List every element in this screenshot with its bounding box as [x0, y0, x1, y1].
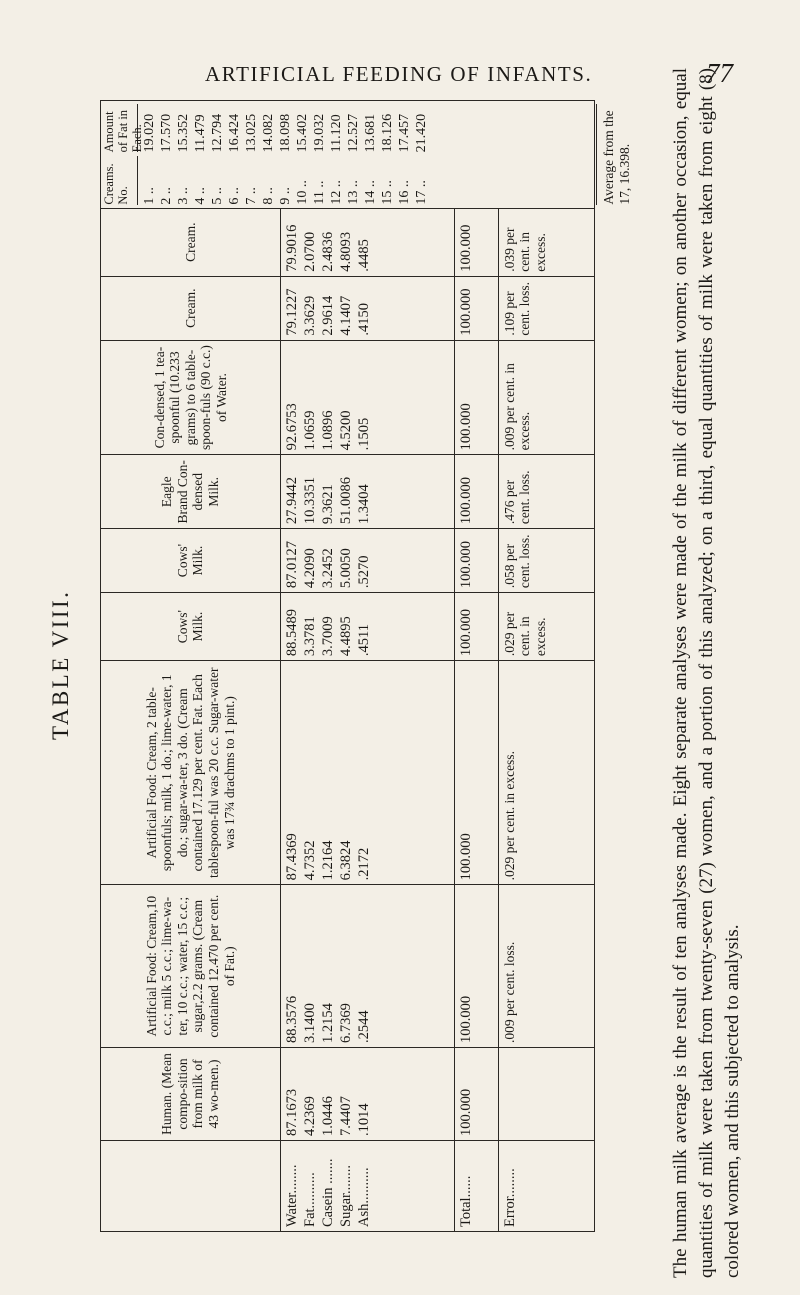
value: 4.5200	[337, 410, 354, 451]
column-header: Human. (Mean compo-sition from milk of 43 wo-men.)	[101, 1048, 281, 1141]
composition-table	[100, 100, 633, 1232]
value: 3.1400	[301, 1003, 318, 1043]
value: 1.2164	[319, 840, 336, 881]
total-cell: 100.000	[455, 529, 498, 593]
side-no: 9 ..	[278, 187, 293, 205]
footnote: The human milk average is the result of ten analyses made. Eight separate analyses were made of the milk of different women; on another occasion, equal quantities of milk were taken from twenty-seven (27) women, and a portion of this analyzed; on a third, equal quantities of milk were taken from eight (8) colored women, and this subjected to analysis.	[670, 68, 743, 1278]
value: 92.6753	[283, 403, 300, 451]
error-cell: .476 per cent. loss.	[498, 455, 594, 529]
value: 51.0086	[337, 476, 354, 525]
values-row	[280, 101, 454, 1232]
value: 4.7352	[301, 840, 318, 881]
side-fat: 18.126	[380, 113, 395, 153]
value: .1505	[355, 417, 372, 451]
column-header: Artificial Food: Cream,10 c.c.; milk 5 c.c.; lime-wa-ter, 10 c.c.; water, 15 c.c.; sugar,2.2 grams. (Cream contained 12.470 per cent. of Fat.)	[101, 885, 281, 1048]
value: .1014	[355, 1103, 372, 1136]
value-cell	[280, 593, 454, 661]
side-no: 8 ..	[261, 187, 276, 205]
value: 6.7369	[337, 1003, 354, 1043]
value: 4.2369	[301, 1096, 318, 1136]
value-cell	[280, 208, 454, 276]
value: .2544	[355, 1010, 372, 1043]
value: 10.3351	[301, 476, 318, 525]
column-header: Cows' Milk.	[101, 529, 281, 593]
side-no: 6 ..	[227, 187, 242, 205]
value: 5.0050	[337, 548, 354, 589]
value-cell	[280, 455, 454, 529]
error-row	[498, 101, 594, 1232]
value: 79.9016	[283, 224, 300, 272]
side-head-creams: Creams. No.	[103, 156, 138, 204]
total-label: Total......	[455, 1141, 498, 1232]
value-cell	[280, 276, 454, 340]
header-row	[101, 101, 281, 1232]
value: 3.7009	[319, 616, 336, 657]
value: 6.3824	[337, 840, 354, 881]
side-no: 7 ..	[244, 187, 259, 205]
side-no: 11 ..	[312, 180, 327, 205]
value: .4150	[355, 303, 372, 336]
value-cell	[280, 1048, 454, 1141]
value: 87.1673	[283, 1088, 300, 1136]
value: 3.3629	[301, 295, 318, 336]
value: 9.3621	[319, 484, 336, 525]
total-cell: 100.000	[455, 208, 498, 276]
row-label: Fat..........	[301, 1172, 318, 1227]
running-title: ARTIFICIAL FEEDING OF INFANTS.	[205, 62, 593, 86]
row-label: Casein .......	[319, 1158, 336, 1227]
value: 27.9442	[283, 476, 300, 525]
value: 3.2452	[319, 548, 336, 589]
side-no: 16 ..	[397, 180, 412, 205]
side-fat: 11.479	[193, 114, 208, 153]
error-cell: .009 per cent. loss.	[498, 885, 594, 1048]
error-cell: .058 per cent. loss.	[498, 529, 594, 593]
side-fat: 15.352	[176, 113, 191, 153]
row-label: Ash..........	[355, 1167, 372, 1227]
side-fat: 19.020	[142, 113, 157, 153]
column-header: Cream.	[101, 276, 281, 340]
value: 88.5489	[283, 609, 300, 657]
rotated-table	[100, 100, 633, 1232]
side-fat: 15.402	[295, 113, 310, 153]
corner-cell	[101, 1141, 281, 1232]
value: 1.0896	[319, 410, 336, 451]
side-no: 14 ..	[363, 180, 378, 205]
value: 4.2090	[301, 548, 318, 589]
value: 4.4895	[337, 616, 354, 657]
error-cell: .109 per cent. loss.	[498, 276, 594, 340]
side-no: 3 ..	[176, 187, 191, 205]
value-cell	[280, 661, 454, 885]
side-fat: 17.570	[159, 113, 174, 153]
value: 3.3781	[301, 616, 318, 657]
side-fat: 16.424	[227, 113, 242, 153]
side-no: 17 ..	[414, 180, 429, 205]
value: .2172	[355, 847, 372, 881]
value: 87.0127	[283, 540, 300, 589]
error-cell	[498, 1048, 594, 1141]
value: 4.1407	[337, 295, 354, 336]
value: 1.3404	[355, 484, 372, 525]
fat-side-table	[101, 101, 633, 209]
table-label: TABLE VIII.	[48, 589, 73, 740]
value-cell	[280, 340, 454, 455]
value: 1.2154	[319, 1003, 336, 1043]
total-row	[455, 101, 498, 1232]
column-header: Artificial Food: Cream, 2 table-spoonfuls; milk, 1 do.; lime-water, 1 do.; sugar-wa-ter, 3 do. (Cream contained 17.129 per cent. Fat. Each tablespoon-ful was 20 c.c. Sugar-water was 17¾ drachms to 1 pint.)	[101, 661, 281, 885]
side-head-fat: Amount of Fat in Each.	[103, 104, 138, 152]
value: 2.4836	[319, 231, 336, 272]
side-fat: 13.025	[244, 113, 259, 153]
error-cell: .029 per cent. in excess.	[498, 593, 594, 661]
value: .4485	[355, 239, 372, 272]
side-fat: 12.794	[210, 113, 225, 153]
row-label: Water........	[283, 1164, 300, 1227]
total-cell: 100.000	[455, 885, 498, 1048]
side-fat: 17.457	[397, 113, 412, 153]
total-cell: 100.000	[455, 1048, 498, 1141]
side-fat: 12.527	[346, 113, 361, 153]
column-header: Eagle Brand Con-densed Milk.	[101, 455, 281, 529]
value: 88.3576	[283, 995, 300, 1043]
side-no: 13 ..	[346, 180, 361, 205]
value: 7.4407	[337, 1096, 354, 1136]
side-no: 15 ..	[380, 180, 395, 205]
row-labels	[280, 1141, 454, 1232]
value: 2.0700	[301, 231, 318, 272]
column-header: Con-densed, 1 tea-spoonful (10.233 grams) to 6 table-spoon-fuls (90 c.c.) of Water.	[101, 340, 281, 455]
side-no: 12 ..	[329, 180, 344, 205]
total-cell: 100.000	[455, 661, 498, 885]
total-cell: 100.000	[455, 340, 498, 455]
side-no: 5 ..	[210, 187, 225, 205]
value: .4511	[355, 624, 372, 657]
side-average: Average from the 17, 16.398.	[596, 104, 633, 205]
side-fat: 13.681	[363, 113, 378, 153]
row-label: Sugar........	[337, 1164, 354, 1227]
error-cell: .029 per cent. in excess.	[498, 661, 594, 885]
side-no: 4 ..	[193, 187, 208, 205]
side-no: 1 ..	[142, 187, 157, 205]
value: 4.8093	[337, 231, 354, 272]
side-fat: 21.420	[414, 113, 429, 153]
value-cell	[280, 885, 454, 1048]
side-fat: 18.098	[278, 113, 293, 153]
value: 87.4369	[283, 833, 300, 881]
total-cell: 100.000	[455, 276, 498, 340]
error-cell: .039 per cent. in excess.	[498, 208, 594, 276]
value: .5270	[355, 555, 372, 589]
total-cell: 100.000	[455, 593, 498, 661]
value: 2.9614	[319, 295, 336, 336]
value-cell	[280, 529, 454, 593]
error-label: Error........	[498, 1141, 594, 1232]
total-cell: 100.000	[455, 455, 498, 529]
side-fat: 11.120	[329, 114, 344, 153]
side-fat: 14.082	[261, 113, 276, 153]
error-cell: .009 per cent. in excess.	[498, 340, 594, 455]
value: 1.0446	[319, 1096, 336, 1136]
column-header: Cows' Milk.	[101, 593, 281, 661]
side-fat: 19.032	[312, 113, 327, 153]
value: 79.1227	[283, 288, 300, 336]
side-no: 2 ..	[159, 187, 174, 205]
side-no: 10 ..	[295, 180, 310, 205]
column-header: Cream.	[101, 208, 281, 276]
page-number: 77	[706, 58, 733, 88]
value: 1.0659	[301, 410, 318, 451]
